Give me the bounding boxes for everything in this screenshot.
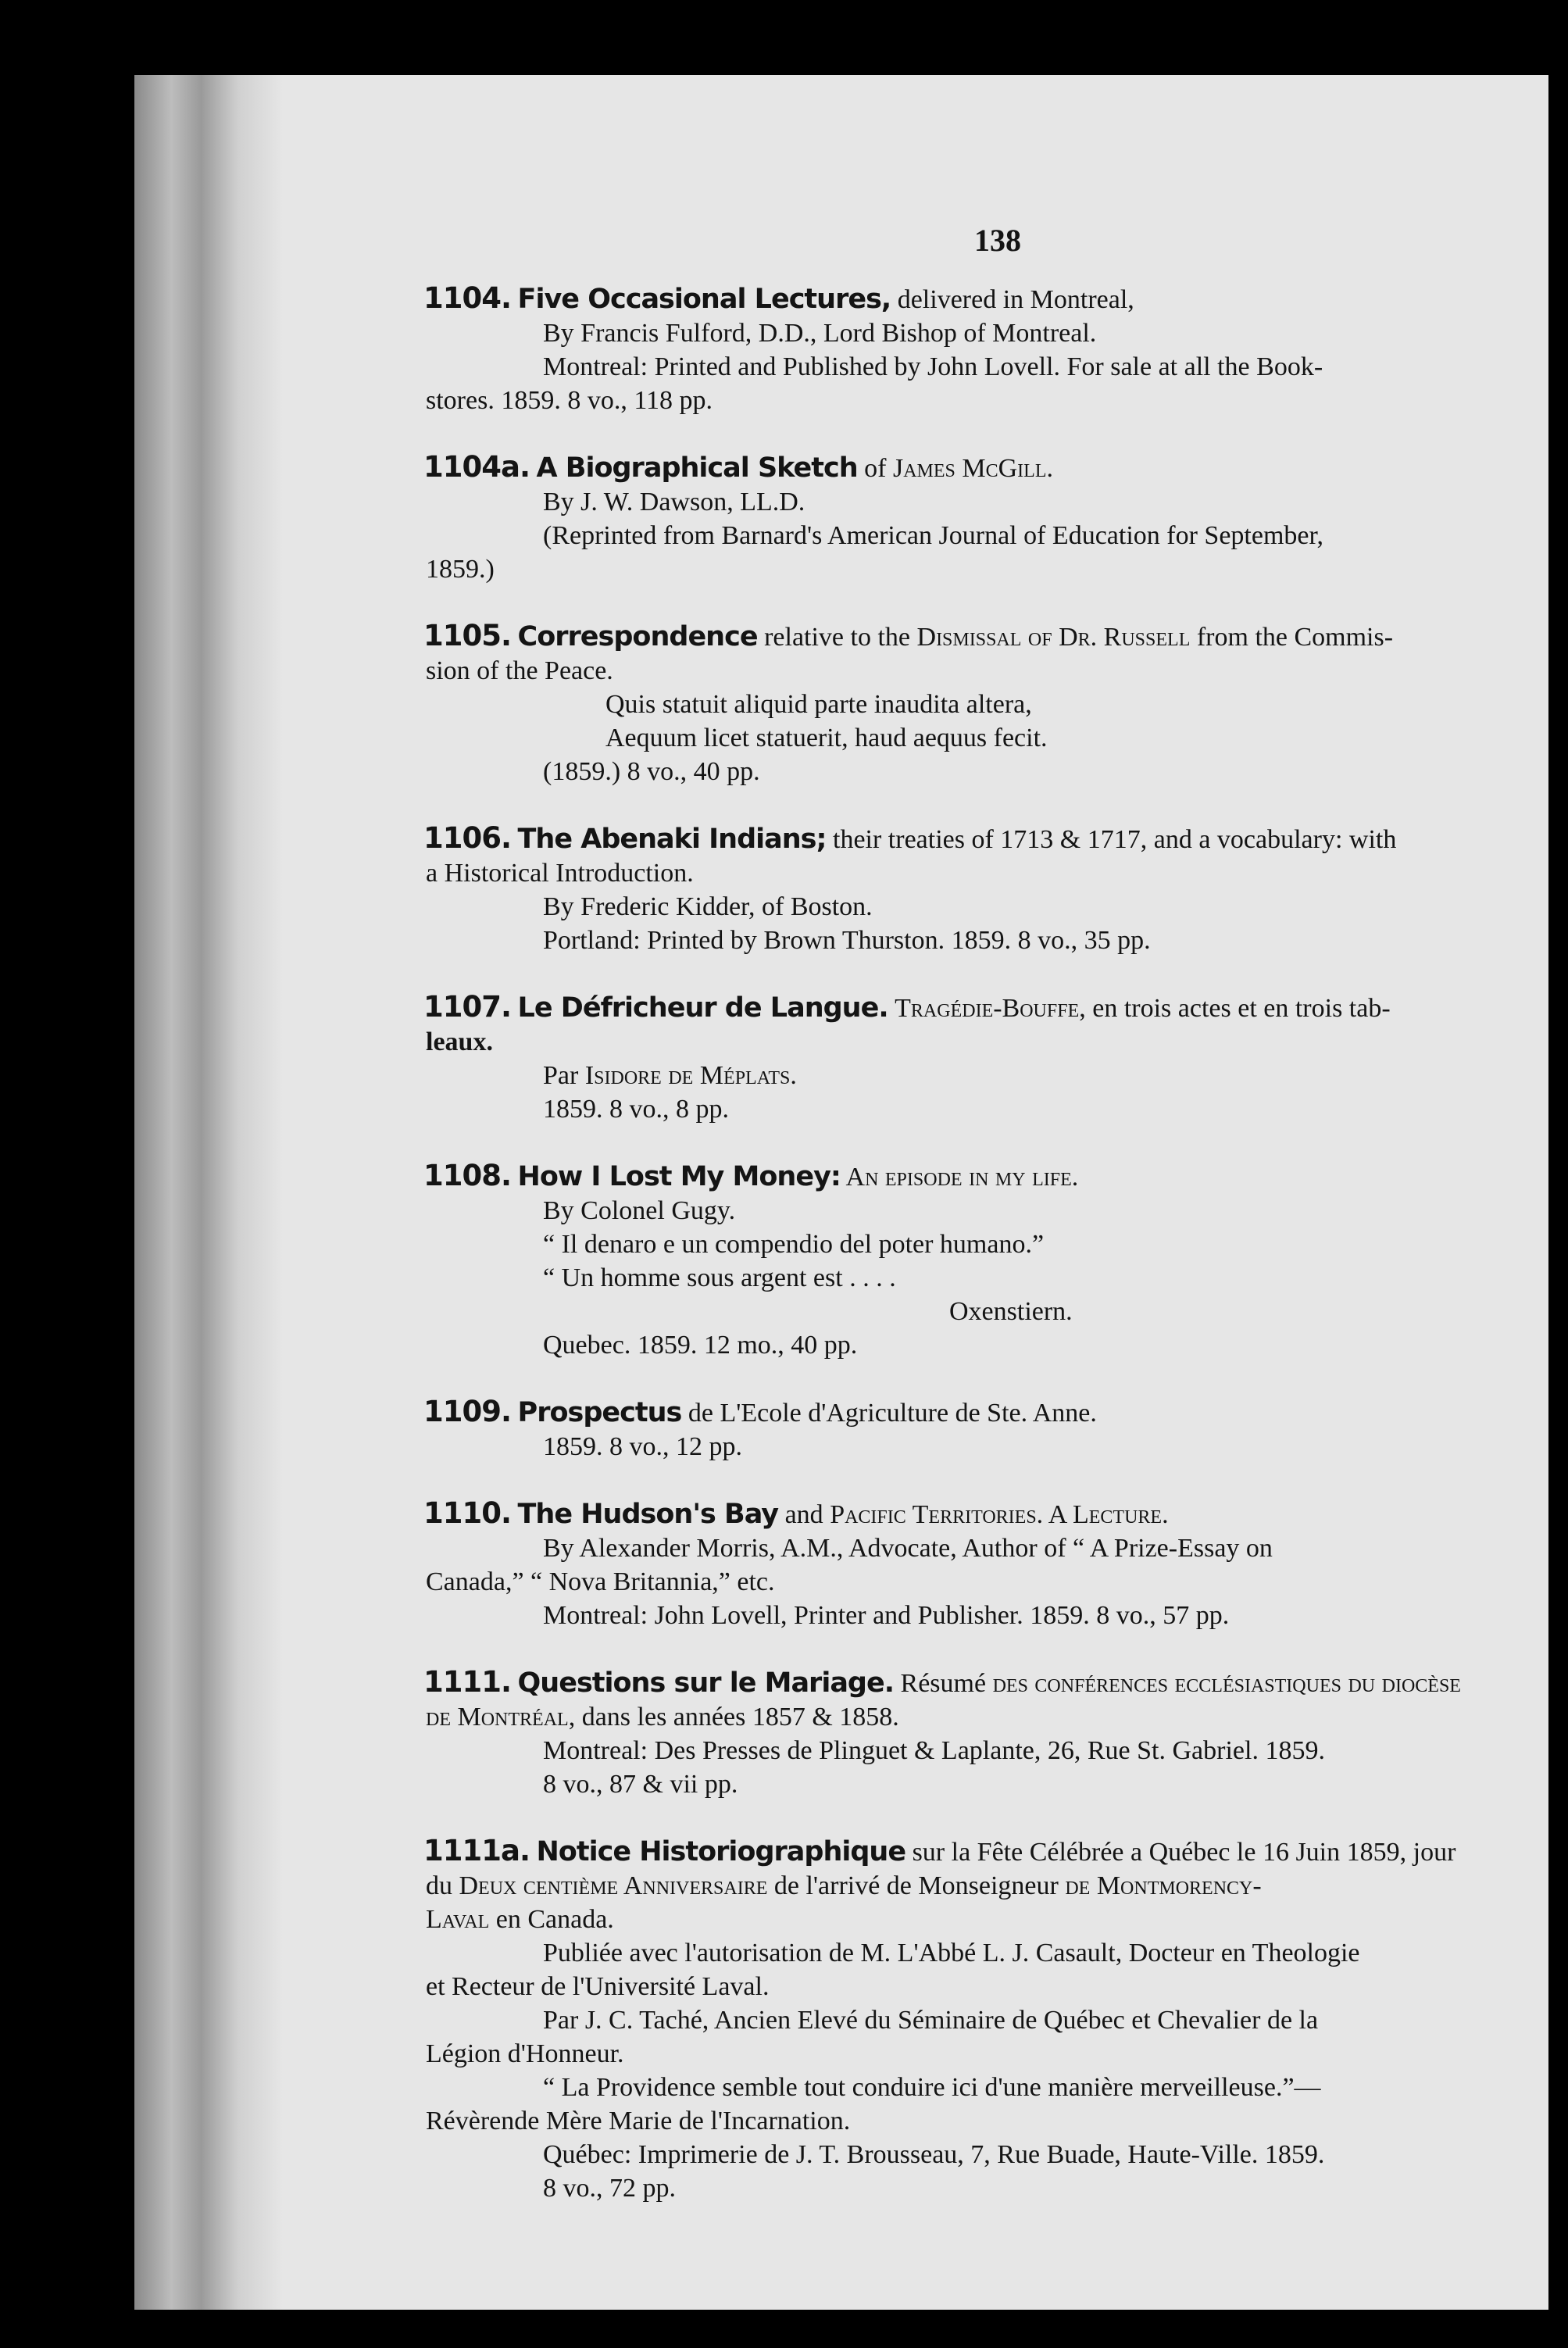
entry-title: The Hudson's Bay bbox=[517, 1499, 779, 1530]
entry-title: Prospectus bbox=[517, 1397, 682, 1428]
page-binding-edge bbox=[134, 75, 283, 2310]
entry-number: 1104a. bbox=[423, 450, 530, 484]
entry-title: Notice Historiographique bbox=[536, 1836, 906, 1867]
entry-1111a: 1111a. Notice Historiographique sur la Fête Célébrée a Québec le 16 Juin 1859, jour du Deux centième Anniversaire de l'arrivé de Monseigneur de Montmorency- Laval en Canada. Publiée avec l'autorisation de M. L'Abbé L. J. Casault, Docteur en Theologie et Recteur de l'Université Laval. Par J. C. Taché, Ancien Elevé du Séminaire de Québec et Chevalier de la Légion d'Honneur. “ La Providence semble tout conduire ici d'une manière merveilleuse.”— Révèrende Mère Marie de l'Incarnation. Québec: Imprimerie de J. T. Brousseau, 7, Rue Buade, Haute-Ville. 1859. 8 vo., 72 pp. bbox=[423, 1834, 1456, 2203]
entry-1106: 1106. The Abenaki Indians; their treaties of 1713 & 1717, and a vocabulary: with a Historical Introduction. By Frederic Kidder, of Boston. Portland: Printed by Brown Thurston. 1859. 8 vo., 35 pp. bbox=[423, 821, 1397, 955]
entry-number: 1109. bbox=[423, 1395, 512, 1428]
entry-number: 1105. bbox=[423, 619, 512, 652]
entry-1108: 1108. How I Lost My Money: An episode in my life. By Colonel Gugy. “ Il denaro e un compendio del poter humano.” “ Un homme sous argent est . . . . Oxenstiern. Quebec. 1859. 12 mo., 40 pp. bbox=[423, 1159, 1079, 1360]
entry-title: Questions sur le Mariage. bbox=[517, 1667, 895, 1699]
entry-1111: 1111. Questions sur le Mariage. Résumé des conférences ecclésiastiques du diocèse de Montréal, dans les années 1857 & 1858. Montreal: Des Presses de Plinguet & Laplante, 26, Rue St. Gabriel. 1859. 8 vo., 87 & vii pp. bbox=[423, 1665, 1461, 1799]
entry-number: 1108. bbox=[423, 1159, 512, 1192]
entry-number: 1110. bbox=[423, 1496, 512, 1530]
entry-title: How I Lost My Money: bbox=[517, 1161, 841, 1192]
entry-1105: 1105. Correspondence relative to the Dismissal of Dr. Russell from the Commis- sion of the Peace. Quis statuit aliquid parte inaudita altera, Aequum licet statuerit, haud aequus fecit. (1859.) 8 vo., 40 pp. bbox=[423, 619, 1394, 786]
entry-title: Le Défricheur de Langue. bbox=[517, 992, 888, 1024]
entry-title: Correspondence bbox=[517, 621, 758, 652]
entry-1109: 1109. Prospectus de L'Ecole d'Agriculture de Ste. Anne. 1859. 8 vo., 12 pp. bbox=[423, 1395, 1097, 1461]
entry-1104a: 1104a. A Biographical Sketch of James McGill. By J. W. Dawson, LL.D. (Reprinted from Barnard's American Journal of Education for September, 1859.) bbox=[423, 450, 1323, 584]
page-number: 138 bbox=[974, 223, 1021, 258]
entry-title: Five Occasional Lectures, bbox=[517, 284, 891, 315]
entry-1104: 1104. Five Occasional Lectures, delivered in Montreal, By Francis Fulford, D.D., Lord Bishop of Montreal. Montreal: Printed and Published by John Lovell. For sale at all the Book- stores. 1859. 8 vo., 118 pp. bbox=[423, 281, 1323, 415]
entry-1107: 1107. Le Défricheur de Langue. Tragédie-Bouffe, en trois actes et en trois tab- leaux. Par Isidore de Méplats. 1859. 8 vo., 8 pp. bbox=[423, 990, 1391, 1124]
entry-title: The Abenaki Indians; bbox=[517, 824, 827, 855]
entry-number: 1106. bbox=[423, 821, 512, 855]
entry-number: 1111. bbox=[423, 1665, 512, 1699]
entry-number: 1104. bbox=[423, 281, 512, 315]
entry-title: A Biographical Sketch bbox=[536, 452, 858, 484]
entry-number: 1107. bbox=[423, 990, 512, 1024]
entry-number: 1111a. bbox=[423, 1834, 530, 1867]
catalog-entries bbox=[423, 281, 1535, 2238]
entry-1110: 1110. The Hudson's Bay and Pacific Territories. A Lecture. By Alexander Morris, A.M., Advocate, Author of “ A Prize-Essay on Canada,” “ Nova Britannia,” etc. Montreal: John Lovell, Printer and Publisher. 1859. 8 vo., 57 pp. bbox=[423, 1496, 1273, 1630]
